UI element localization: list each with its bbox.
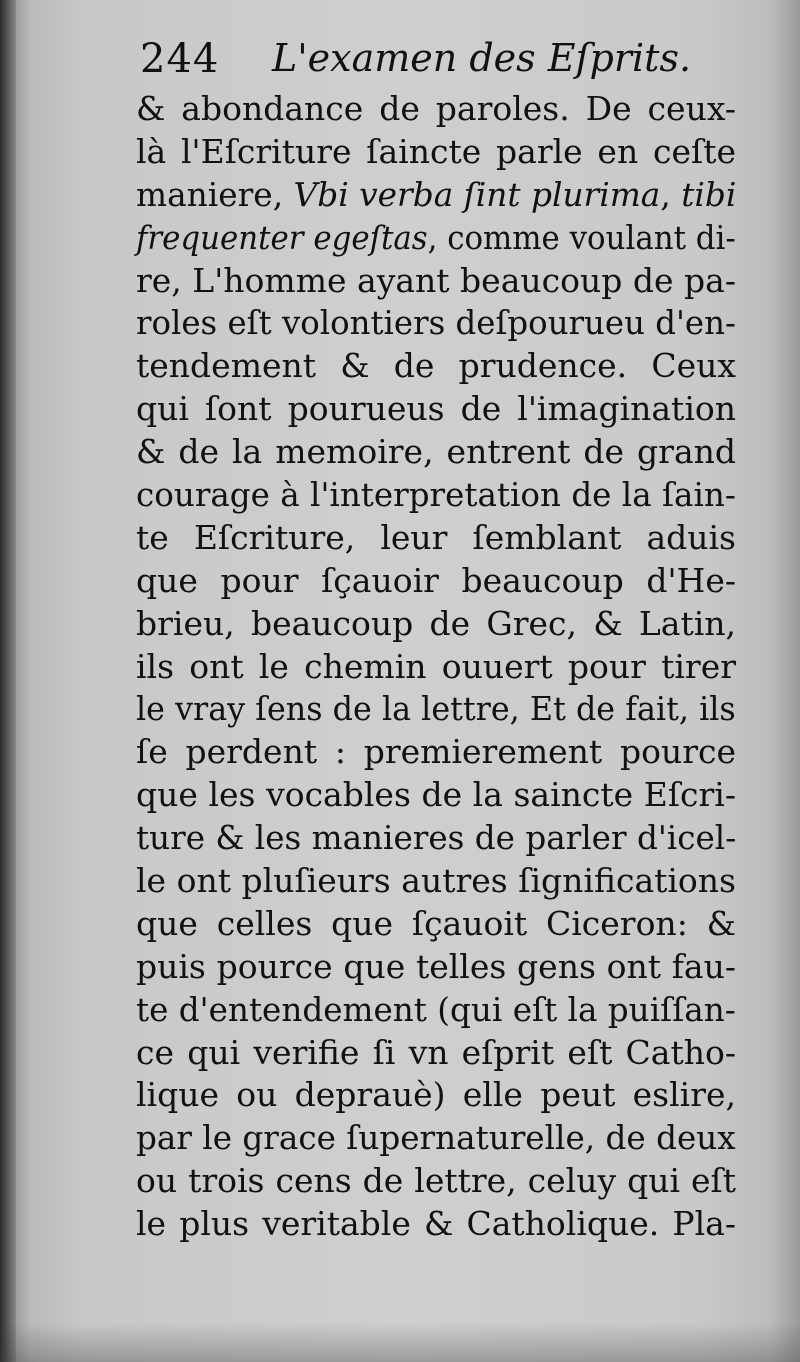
text-line: [136, 302, 736, 345]
page-number: 244: [140, 36, 220, 82]
text-line: [136, 260, 736, 303]
latin-quote: frequenter egeſtas: [136, 217, 428, 257]
text-segment: le vray ſens de la lettre, Et de fait, ils: [136, 689, 736, 729]
text-line: [136, 1203, 736, 1246]
latin-quote: tibi: [681, 174, 737, 214]
latin-quote: Vbi verba ſint plurima: [293, 174, 661, 214]
text-line: [136, 646, 736, 689]
text-segment: te Eſcriture, leur ſemblant aduis: [136, 517, 736, 557]
text-line: [136, 174, 737, 217]
text-segment: & de la memoire, entrent de grand: [136, 432, 736, 472]
text-line: [136, 989, 736, 1032]
page-gutter-shadow: [0, 0, 16, 1362]
text-segment: re, L'homme ayant beaucoup de pa-: [136, 260, 736, 300]
text-line: [136, 560, 736, 603]
text-segment: ce qui verifie ſi vn eſprit eſt Catho-: [136, 1032, 736, 1072]
text-segment: ſe perdent : premierement pource: [136, 732, 736, 772]
text-segment: que celles que ſçauoit Ciceron: &: [136, 903, 736, 943]
text-line: [136, 731, 736, 774]
text-segment: courage à l'interpretation de la ſain-: [136, 475, 736, 515]
text-line: [136, 217, 736, 260]
text-segment: ,: [660, 174, 682, 214]
text-line: [136, 474, 736, 517]
text-line: [136, 1074, 736, 1117]
text-segment: le ont pluſieurs autres ſignifications: [136, 861, 736, 901]
text-line: [136, 817, 737, 860]
text-line: [136, 431, 736, 474]
body-text: [136, 88, 736, 1246]
text-line: [136, 1160, 736, 1203]
text-segment: puis pource que telles gens ont fau-: [136, 946, 736, 986]
text-segment: te d'entendement (qui eſt la puiſſan-: [136, 989, 736, 1029]
text-segment: lique ou deprauè) elle peut eslire,: [136, 1075, 736, 1115]
text-segment: ture & les manieres de parler d'icel-: [136, 818, 737, 858]
text-line: [136, 860, 736, 903]
text-segment: roles eſt volontiers deſpourueu d'en-: [136, 303, 736, 343]
text-segment: brieu, beaucoup de Grec, & Latin,: [136, 603, 736, 643]
text-segment: le plus veritable & Catholique. Pla-: [136, 1204, 736, 1244]
text-segment: ils ont le chemin ouuert pour tirer: [136, 646, 736, 686]
text-segment: là l'Eſcriture ſaincte parle en ceſte: [136, 131, 736, 171]
running-title: L'examen des Eſprits.: [272, 36, 692, 80]
text-line: [136, 517, 736, 560]
text-segment: & abondance de paroles. De ceux-: [136, 89, 736, 128]
text-line: [136, 1117, 736, 1160]
text-line: [136, 131, 736, 174]
text-segment: , comme voulant di-: [427, 217, 736, 257]
text-line: [136, 603, 736, 646]
text-line: [136, 774, 736, 817]
page-bottom-shadow: [0, 1322, 800, 1362]
text-line: [136, 946, 736, 989]
text-segment: par le grace ſupernaturelle, de deux: [136, 1118, 736, 1158]
text-segment: que pour ſçauoir beaucoup d'He-: [136, 560, 736, 600]
text-line: [136, 345, 736, 388]
text-line: [136, 1032, 736, 1075]
text-segment: que les vocables de la saincte Eſcri-: [136, 775, 736, 815]
page-header: [140, 28, 760, 90]
text-line: [136, 88, 736, 131]
text-segment: tendement & de prudence. Ceux: [136, 346, 736, 386]
text-line: [136, 688, 736, 731]
text-line: [136, 903, 736, 946]
text-segment: qui ſont pourueus de l'imagination: [136, 389, 736, 429]
text-segment: ou trois cens de lettre, celuy qui eſt: [136, 1161, 736, 1201]
text-line: [136, 388, 736, 431]
text-segment: maniere,: [136, 174, 294, 214]
